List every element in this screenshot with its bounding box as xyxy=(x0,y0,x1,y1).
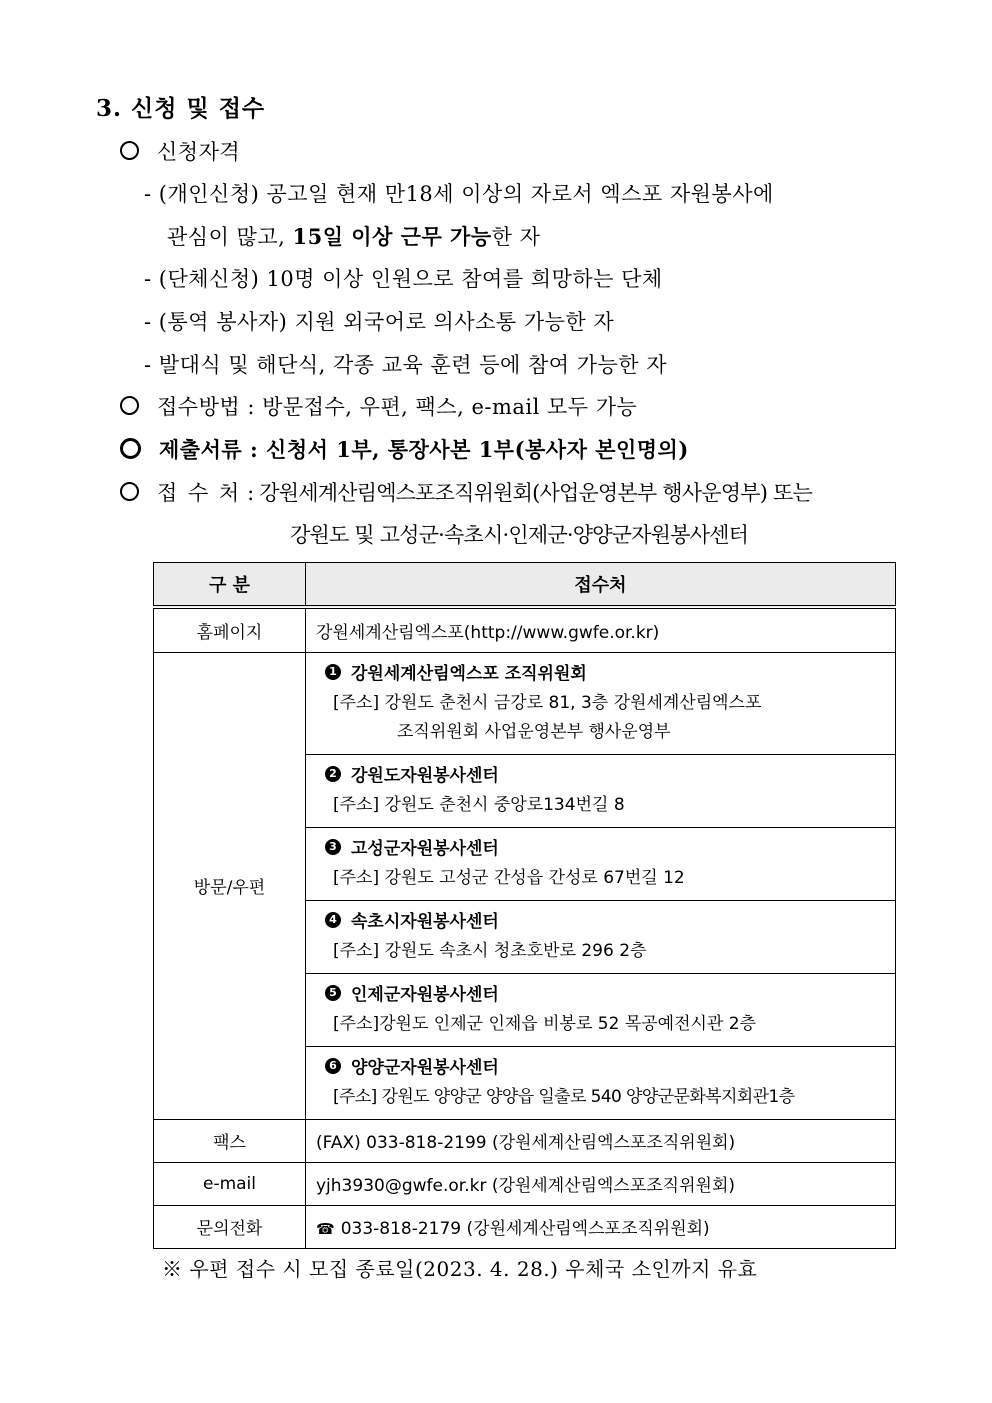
fax-label: 팩스 xyxy=(154,1119,306,1162)
qualification-item-4: - 발대식 및 해단식, 각종 교육 훈련 등에 참여 가능한 자 xyxy=(144,353,668,377)
circled-number-icon: 5 xyxy=(325,985,341,1001)
method-row: 접수방법 : 방문접수, 우편, 팩스, e-mail 모두 가능 xyxy=(120,391,637,421)
visit-entry-6: 6 양양군자원봉사센터 [주소] 강원도 양양군 양양읍 일출로 540 양양군문화복지회관1층 xyxy=(306,1046,896,1119)
documents-row: 제출서류 : 신청서 1부, 통장사본 1부(봉사자 본인명의) xyxy=(120,434,689,464)
section-title xyxy=(96,90,265,123)
qualification-item-3: - (통역 봉사자) 지원 외국어로 의사소통 가능한 자 xyxy=(144,310,615,334)
visit-entry-1: 1 강원세계산림엑스포 조직위원회 [주소] 강원도 춘천시 금강로 81, 3층 강원세계산림엑스포 조직위원회 사업운영본부 행사운영부 xyxy=(306,652,896,754)
circled-number-icon: 1 xyxy=(325,664,341,680)
visit-entry-4: 4 속초시자원봉사센터 [주소] 강원도 속초시 청초호반로 296 2층 xyxy=(306,900,896,973)
visit-label: 방문/우편 xyxy=(154,652,306,1119)
table-header-place: 접수처 xyxy=(306,563,896,608)
telephone-icon: ☎ xyxy=(316,1220,335,1238)
circled-number-icon: 4 xyxy=(325,912,341,928)
homepage-value: 강원세계산림엑스포(http://www.gwfe.or.kr) xyxy=(306,607,896,652)
visit-entry-2: 2 강원도자원봉사센터 [주소] 강원도 춘천시 중앙로134번길 8 xyxy=(306,754,896,827)
qualification-item-1-cont: 관심이 많고, 15일 이상 근무 가능한 자 xyxy=(167,224,541,249)
circled-number-icon: 2 xyxy=(325,766,341,782)
place-row: 접 수 처 : 강원세계산림엑스포조직위원회(사업운영본부 행사운영부) 또는 xyxy=(120,477,812,507)
emphasis-15days: 15일 이상 근무 가능 xyxy=(292,224,492,249)
phone-label: 문의전화 xyxy=(154,1205,306,1248)
fax-value: (FAX) 033-818-2199 (강원세계산림엑스포조직위원회) xyxy=(306,1119,896,1162)
postal-note: ※ 우편 접수 시 모집 종료일(2023. 4. 28.) 우체국 소인까지 유효 xyxy=(162,1257,758,1281)
email-label: e-mail xyxy=(154,1162,306,1205)
homepage-label: 홈페이지 xyxy=(154,607,306,652)
place-row-cont: 강원도 및 고성군·속초시·인제군·양양군자원봉사센터 xyxy=(290,523,749,547)
circled-number-icon: 6 xyxy=(325,1058,341,1074)
hollow-circle-bullet-icon xyxy=(120,141,139,160)
section-number: 3. xyxy=(96,95,123,122)
visit-entry-3: 3 고성군자원봉사센터 [주소] 강원도 고성군 간성읍 간성로 67번길 12 xyxy=(306,827,896,900)
phone-value: 033-818-2179 (강원세계산림엑스포조직위원회) xyxy=(340,1219,710,1239)
section-heading: 신청 및 접수 xyxy=(131,95,266,122)
circled-number-icon: 3 xyxy=(325,839,341,855)
phone-value-cell xyxy=(306,1205,896,1248)
hollow-circle-bullet-icon xyxy=(120,482,139,501)
qualification-item-1: - (개인신청) 공고일 현재 만18세 이상의 자로서 엑스포 자원봉사에 xyxy=(144,182,774,206)
hollow-circle-bullet-icon xyxy=(120,396,139,415)
email-value: yjh3930@gwfe.or.kr (강원세계산림엑스포조직위원회) xyxy=(306,1162,896,1205)
qualification-heading: 신청자격 xyxy=(120,136,240,166)
hollow-circle-bullet-icon xyxy=(120,438,141,459)
reception-table xyxy=(153,562,896,1249)
table-header-category: 구 분 xyxy=(154,563,306,608)
visit-entry-5: 5 인제군자원봉사센터 [주소]강원도 인제군 인제읍 비봉로 52 목공예전시관 2층 xyxy=(306,973,896,1046)
qualification-item-2: - (단체신청) 10명 이상 인원으로 참여를 희망하는 단체 xyxy=(144,267,663,291)
